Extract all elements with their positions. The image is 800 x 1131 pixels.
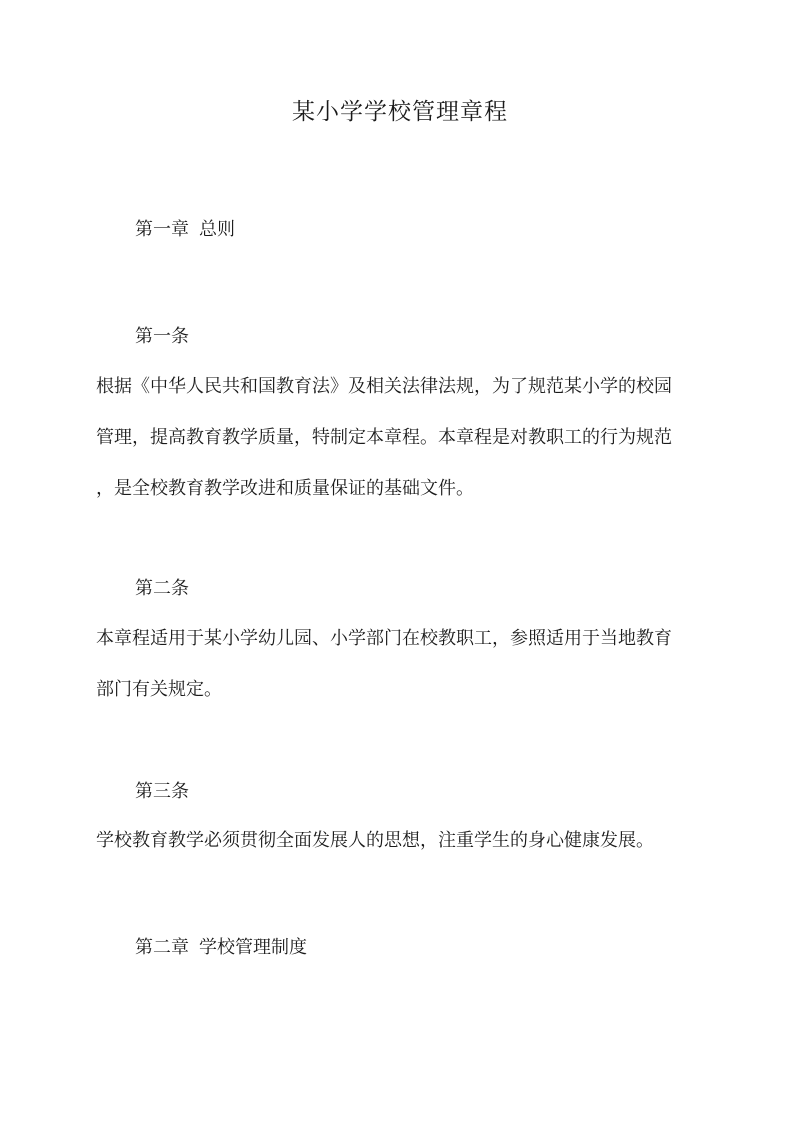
chapter-number: 第一章 — [135, 219, 189, 240]
chapter-name: 总则 — [199, 219, 235, 240]
paragraph-line: 学校教育教学必须贯彻全面发展人的思想，注重学生的身心健康发展。 — [96, 830, 654, 851]
article-body — [96, 613, 708, 715]
paragraph-line: 本章程适用于某小学幼儿园、小学部门在校教职工，参照适用于当地教育 — [96, 628, 672, 649]
chapter-heading — [135, 217, 235, 243]
chapter-name: 学校管理制度 — [199, 937, 307, 958]
article-heading: 第三条 — [135, 781, 189, 802]
chapter-heading — [135, 935, 307, 961]
paragraph-line: 根据《中华人民共和国教育法》及相关法律法规，为了规范某小学的校园 — [96, 376, 672, 397]
paragraph-line: 部门有关规定。 — [96, 679, 222, 700]
article-heading: 第二条 — [135, 578, 189, 599]
article-body — [96, 361, 708, 514]
article-heading: 第一条 — [135, 326, 189, 347]
document-title: 某小学学校管理章程 — [292, 99, 508, 125]
article-body — [96, 815, 708, 866]
paragraph-line: 管理，提高教育教学质量，特制定本章程。本章程是对教职工的行为规范 — [96, 427, 672, 448]
chapter-number: 第二章 — [135, 937, 189, 958]
paragraph-line: ，是全校教育教学改进和质量保证的基础文件。 — [96, 478, 474, 499]
